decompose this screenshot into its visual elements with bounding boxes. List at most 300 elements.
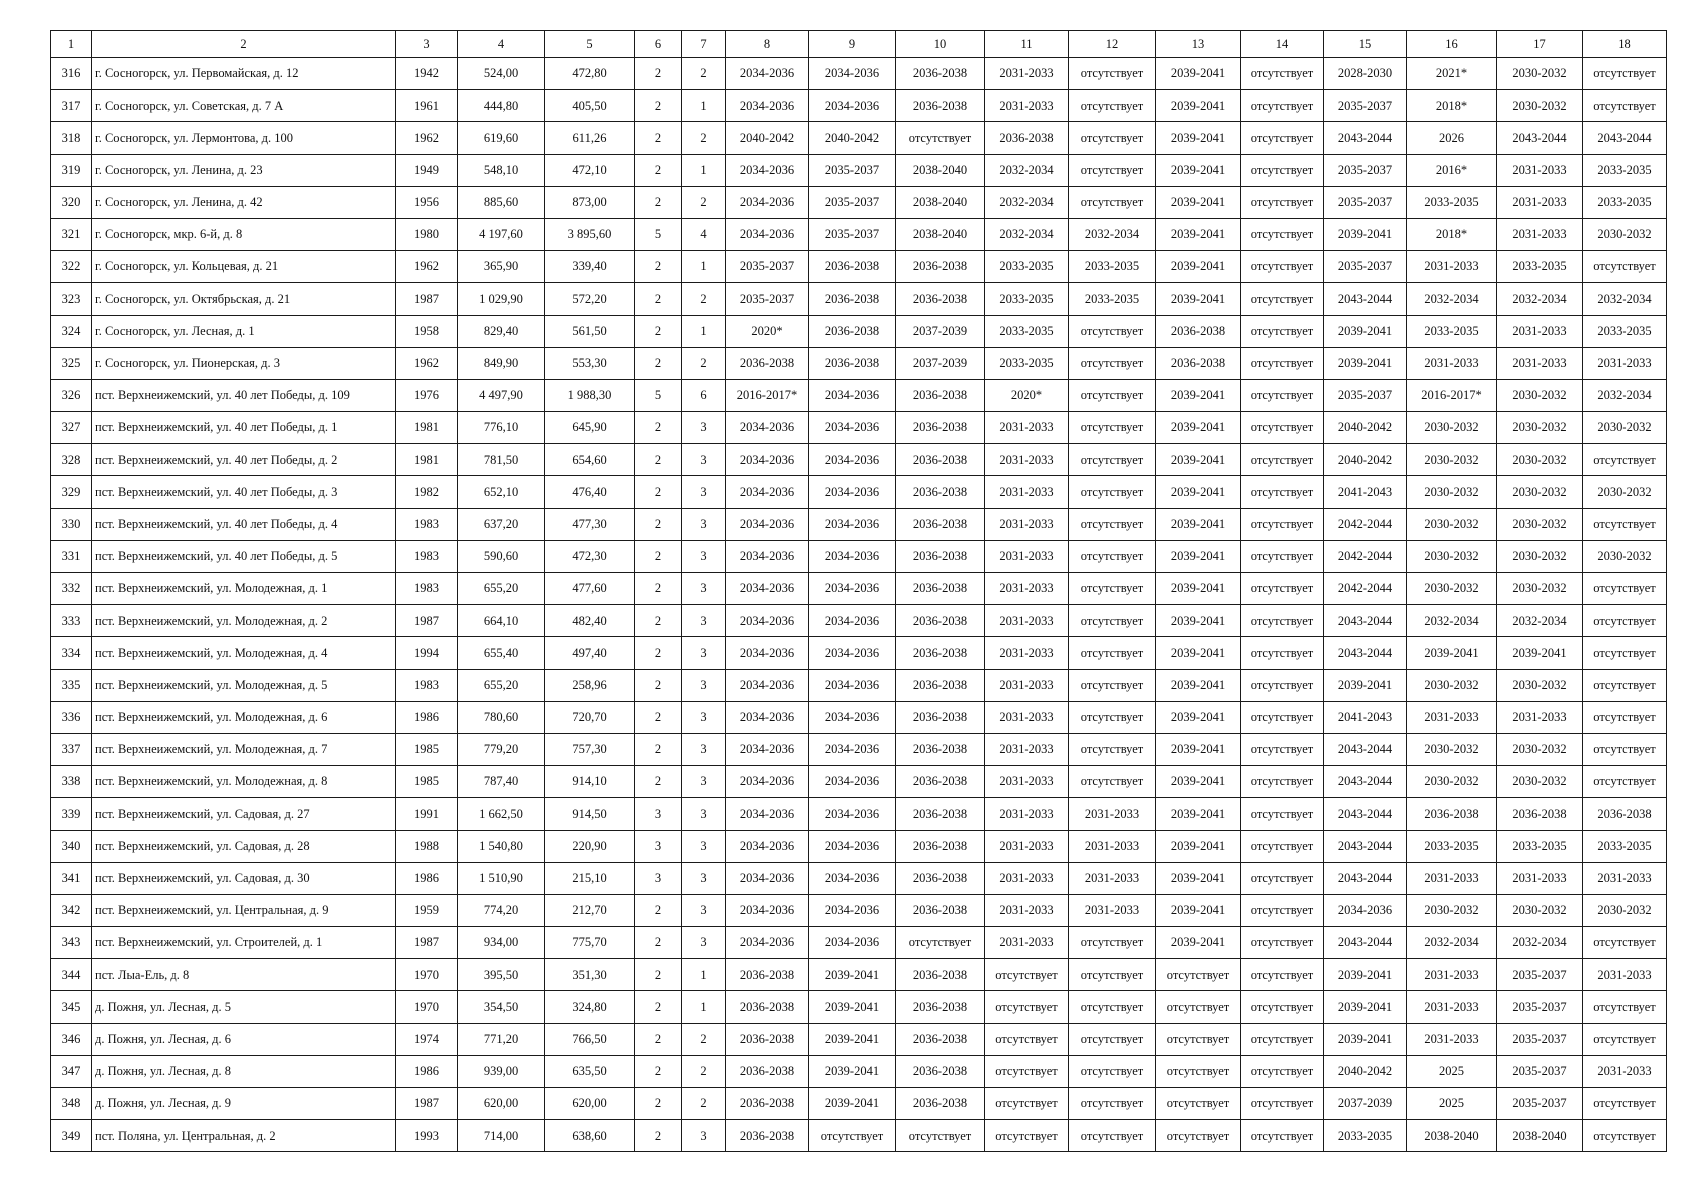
table-cell: 2030-2032 <box>1497 444 1583 476</box>
register-table <box>50 30 1667 1152</box>
table-cell: 2036-2038 <box>896 1055 985 1087</box>
table-cell: 2039-2041 <box>1497 637 1583 669</box>
table-cell: 2032-2034 <box>1407 927 1497 959</box>
table-cell: 1962 <box>396 347 458 379</box>
table-row <box>51 315 1667 347</box>
table-cell: 3 <box>682 862 726 894</box>
table-body <box>51 31 1667 1152</box>
row-number-cell: 325 <box>51 347 92 379</box>
table-cell: отсутствует <box>1241 122 1324 154</box>
table-cell: 3 <box>682 733 726 765</box>
table-cell: 2 <box>635 1055 682 1087</box>
table-cell: 2016-2017* <box>726 379 809 411</box>
table-cell: 2039-2041 <box>1156 540 1241 572</box>
table-cell: 934,00 <box>458 927 545 959</box>
table-cell: 2 <box>635 1120 682 1152</box>
table-cell: отсутствует <box>896 122 985 154</box>
column-number-cell: 9 <box>809 31 896 58</box>
table-cell: отсутствует <box>1241 798 1324 830</box>
table-row <box>51 508 1667 540</box>
table-cell: 2020* <box>985 379 1069 411</box>
table-cell: 2031-2033 <box>985 701 1069 733</box>
row-number-cell: 343 <box>51 927 92 959</box>
table-cell: 620,00 <box>545 1088 635 1120</box>
table-cell: 2031-2033 <box>1407 959 1497 991</box>
table-cell: 638,60 <box>545 1120 635 1152</box>
table-cell: 2 <box>635 122 682 154</box>
table-cell: 2031-2033 <box>985 830 1069 862</box>
table-cell: 2034-2036 <box>726 476 809 508</box>
address-cell: пст. Верхнеижемский, ул. Садовая, д. 28 <box>92 830 396 862</box>
table-cell: 1986 <box>396 862 458 894</box>
table-cell: 2035-2037 <box>809 218 896 250</box>
table-cell: 2036-2038 <box>896 701 985 733</box>
table-cell: 1962 <box>396 251 458 283</box>
table-cell: отсутствует <box>1241 58 1324 90</box>
table-cell: 477,60 <box>545 573 635 605</box>
table-cell: 780,60 <box>458 701 545 733</box>
table-cell: 2034-2036 <box>726 90 809 122</box>
table-cell: 2034-2036 <box>726 444 809 476</box>
table-cell: 2034-2036 <box>726 830 809 862</box>
table-cell: 2016* <box>1407 154 1497 186</box>
table-cell: 1 <box>682 315 726 347</box>
address-cell: г. Сосногорск, ул. Первомайская, д. 12 <box>92 58 396 90</box>
address-cell: пст. Верхнеижемский, ул. Молодежная, д. 8 <box>92 766 396 798</box>
table-cell: 2036-2038 <box>896 766 985 798</box>
address-cell: пст. Верхнеижемский, ул. 40 лет Победы, д. 109 <box>92 379 396 411</box>
table-cell: 2031-2033 <box>1497 154 1583 186</box>
row-number-cell: 347 <box>51 1055 92 1087</box>
table-cell: 2030-2032 <box>1497 58 1583 90</box>
column-number-cell: 5 <box>545 31 635 58</box>
table-cell: отсутствует <box>1583 1023 1667 1055</box>
table-cell: 2039-2041 <box>1324 959 1407 991</box>
table-cell: 2036-2038 <box>896 476 985 508</box>
table-cell: отсутствует <box>985 1055 1069 1087</box>
address-cell: пст. Верхнеижемский, ул. Молодежная, д. 5 <box>92 669 396 701</box>
table-cell: отсутствует <box>1583 58 1667 90</box>
table-cell: 444,80 <box>458 90 545 122</box>
table-cell: 2 <box>682 58 726 90</box>
table-row <box>51 379 1667 411</box>
address-cell: пст. Верхнеижемский, ул. Строителей, д. 1 <box>92 927 396 959</box>
table-cell: 2036-2038 <box>896 862 985 894</box>
table-cell: отсутствует <box>1069 573 1156 605</box>
table-cell: 2030-2032 <box>1407 444 1497 476</box>
table-cell: 2039-2041 <box>809 1055 896 1087</box>
table-row <box>51 154 1667 186</box>
table-cell: 2033-2035 <box>985 251 1069 283</box>
table-cell: отсутствует <box>1069 508 1156 540</box>
table-cell: 2039-2041 <box>1156 733 1241 765</box>
table-cell: отсутствует <box>1069 1120 1156 1152</box>
address-cell: г. Сосногорск, ул. Ленина, д. 42 <box>92 186 396 218</box>
row-number-cell: 316 <box>51 58 92 90</box>
column-number-cell: 8 <box>726 31 809 58</box>
table-cell: 472,10 <box>545 154 635 186</box>
column-number-cell: 11 <box>985 31 1069 58</box>
column-number-cell: 12 <box>1069 31 1156 58</box>
column-number-cell: 7 <box>682 31 726 58</box>
table-cell: 2033-2035 <box>1497 251 1583 283</box>
table-row <box>51 476 1667 508</box>
table-cell: 2034-2036 <box>809 894 896 926</box>
table-cell: 2034-2036 <box>809 508 896 540</box>
table-cell: 2018* <box>1407 218 1497 250</box>
table-cell: 2043-2044 <box>1497 122 1583 154</box>
table-cell: 2036-2038 <box>1407 798 1497 830</box>
table-cell: отсутствует <box>1583 508 1667 540</box>
table-cell: 2 <box>635 476 682 508</box>
table-cell: 2031-2033 <box>1497 186 1583 218</box>
table-cell: 2030-2032 <box>1497 573 1583 605</box>
table-cell: 3 <box>682 798 726 830</box>
table-cell: отсутствует <box>1069 733 1156 765</box>
table-cell: 2031-2033 <box>1497 701 1583 733</box>
row-number-cell: 319 <box>51 154 92 186</box>
row-number-cell: 349 <box>51 1120 92 1152</box>
table-cell: 590,60 <box>458 540 545 572</box>
table-cell: 3 <box>682 637 726 669</box>
row-number-cell: 346 <box>51 1023 92 1055</box>
table-cell: отсутствует <box>1241 1055 1324 1087</box>
address-cell: г. Сосногорск, ул. Кольцевая, д. 21 <box>92 251 396 283</box>
table-cell: 2036-2038 <box>896 830 985 862</box>
address-cell: пст. Верхнеижемский, ул. Молодежная, д. 1 <box>92 573 396 605</box>
table-cell: 2036-2038 <box>896 58 985 90</box>
table-cell: 2034-2036 <box>726 733 809 765</box>
table-cell: 2031-2033 <box>1583 1055 1667 1087</box>
table-cell: 2035-2037 <box>809 154 896 186</box>
table-cell: 351,30 <box>545 959 635 991</box>
table-cell: 885,60 <box>458 186 545 218</box>
table-cell: 2034-2036 <box>809 90 896 122</box>
address-cell: д. Пожня, ул. Лесная, д. 6 <box>92 1023 396 1055</box>
table-cell: отсутствует <box>1069 540 1156 572</box>
table-cell: 2039-2041 <box>1156 894 1241 926</box>
table-cell: 3 <box>682 412 726 444</box>
row-number-cell: 340 <box>51 830 92 862</box>
table-cell: 2040-2042 <box>809 122 896 154</box>
table-cell: отсутствует <box>1241 1023 1324 1055</box>
table-cell: 2036-2038 <box>726 959 809 991</box>
table-cell: 779,20 <box>458 733 545 765</box>
table-cell: 2039-2041 <box>1156 830 1241 862</box>
table-cell: 2031-2033 <box>985 58 1069 90</box>
row-number-cell: 328 <box>51 444 92 476</box>
table-cell: 1 540,80 <box>458 830 545 862</box>
table-cell: 354,50 <box>458 991 545 1023</box>
table-cell: 2035-2037 <box>1497 959 1583 991</box>
table-cell: 2039-2041 <box>1156 122 1241 154</box>
table-cell: 2018* <box>1407 90 1497 122</box>
table-cell: отсутствует <box>1069 669 1156 701</box>
table-cell: 2031-2033 <box>985 508 1069 540</box>
table-cell: 2030-2032 <box>1497 379 1583 411</box>
table-cell: 2035-2037 <box>1497 1023 1583 1055</box>
table-cell: 2033-2035 <box>985 315 1069 347</box>
table-cell: 664,10 <box>458 605 545 637</box>
table-cell: 2039-2041 <box>1156 90 1241 122</box>
table-cell: 2037-2039 <box>896 315 985 347</box>
table-cell: 655,20 <box>458 669 545 701</box>
table-cell: 2036-2038 <box>896 90 985 122</box>
table-cell: отсутствует <box>1156 959 1241 991</box>
table-cell: 4 <box>682 218 726 250</box>
table-cell: 2034-2036 <box>726 766 809 798</box>
table-cell: 2035-2037 <box>726 251 809 283</box>
table-row <box>51 444 1667 476</box>
table-cell: отсутствует <box>1583 637 1667 669</box>
table-cell: 3 <box>682 766 726 798</box>
table-row <box>51 637 1667 669</box>
table-cell: 2039-2041 <box>1156 766 1241 798</box>
row-number-cell: 318 <box>51 122 92 154</box>
table-cell: 1986 <box>396 701 458 733</box>
table-cell: 2030-2032 <box>1583 412 1667 444</box>
table-cell: отсутствует <box>1069 959 1156 991</box>
table-cell: 1 <box>682 251 726 283</box>
table-cell: 2036-2038 <box>726 347 809 379</box>
table-cell: отсутствует <box>1241 766 1324 798</box>
table-cell: 2036-2038 <box>896 733 985 765</box>
table-cell: 2035-2037 <box>1324 90 1407 122</box>
row-number-cell: 330 <box>51 508 92 540</box>
table-cell: 714,00 <box>458 1120 545 1152</box>
table-cell: 2036-2038 <box>896 669 985 701</box>
table-cell: 212,70 <box>545 894 635 926</box>
table-cell: 2034-2036 <box>726 218 809 250</box>
table-cell: 2031-2033 <box>1407 701 1497 733</box>
table-cell: 2036-2038 <box>896 283 985 315</box>
table-cell: 2016-2017* <box>1407 379 1497 411</box>
table-cell: 2036-2038 <box>896 959 985 991</box>
table-cell: 787,40 <box>458 766 545 798</box>
table-row <box>51 1088 1667 1120</box>
table-cell: 2036-2038 <box>896 637 985 669</box>
table-cell: 2039-2041 <box>809 959 896 991</box>
table-cell: 3 <box>682 894 726 926</box>
table-cell: 395,50 <box>458 959 545 991</box>
table-cell: отсутствует <box>1241 1120 1324 1152</box>
table-cell: 365,90 <box>458 251 545 283</box>
column-number-cell: 2 <box>92 31 396 58</box>
table-cell: 2036-2038 <box>896 894 985 926</box>
table-cell: отсутствует <box>1241 701 1324 733</box>
table-cell: 2039-2041 <box>1156 283 1241 315</box>
table-cell: 771,20 <box>458 1023 545 1055</box>
table-cell: 1987 <box>396 927 458 959</box>
table-cell: 645,90 <box>545 412 635 444</box>
table-cell: 2039-2041 <box>1407 637 1497 669</box>
table-cell: 2031-2033 <box>1497 862 1583 894</box>
table-cell: 2033-2035 <box>985 283 1069 315</box>
table-cell: 2039-2041 <box>1156 476 1241 508</box>
table-cell: 2 <box>635 573 682 605</box>
table-cell: 2034-2036 <box>726 154 809 186</box>
table-cell: отсутствует <box>1069 637 1156 669</box>
table-row <box>51 959 1667 991</box>
table-cell: 2034-2036 <box>809 830 896 862</box>
table-cell: 2028-2030 <box>1324 58 1407 90</box>
table-cell: 2031-2033 <box>1583 862 1667 894</box>
table-cell: 2030-2032 <box>1407 669 1497 701</box>
table-cell: отсутствует <box>1241 90 1324 122</box>
table-cell: 611,26 <box>545 122 635 154</box>
table-cell: 2031-2033 <box>1407 862 1497 894</box>
table-cell: 2039-2041 <box>1156 927 1241 959</box>
table-cell: 2 <box>635 766 682 798</box>
table-cell: 2032-2034 <box>985 186 1069 218</box>
table-cell: 472,80 <box>545 58 635 90</box>
table-cell: 2033-2035 <box>1407 830 1497 862</box>
table-cell: 2031-2033 <box>985 637 1069 669</box>
table-cell: 2032-2034 <box>1497 927 1583 959</box>
table-cell: 2033-2035 <box>1324 1120 1407 1152</box>
table-cell: 2033-2035 <box>985 347 1069 379</box>
table-cell: 2033-2035 <box>1497 830 1583 862</box>
table-cell: отсутствует <box>1156 1055 1241 1087</box>
table-cell: 220,90 <box>545 830 635 862</box>
table-cell: 2 <box>682 1088 726 1120</box>
table-cell: 2030-2032 <box>1407 476 1497 508</box>
table-cell: отсутствует <box>1069 444 1156 476</box>
table-row <box>51 186 1667 218</box>
table-cell: 2033-2035 <box>1407 315 1497 347</box>
table-cell: 3 <box>682 669 726 701</box>
table-cell: 3 <box>635 830 682 862</box>
address-cell: г. Сосногорск, ул. Лермонтова, д. 100 <box>92 122 396 154</box>
address-cell: г. Сосногорск, ул. Лесная, д. 1 <box>92 315 396 347</box>
row-number-cell: 320 <box>51 186 92 218</box>
address-cell: г. Сосногорск, ул. Октябрьская, д. 21 <box>92 283 396 315</box>
table-cell: 2032-2034 <box>985 154 1069 186</box>
table-cell: 2025 <box>1407 1088 1497 1120</box>
column-number-cell: 10 <box>896 31 985 58</box>
table-cell: 2043-2044 <box>1324 122 1407 154</box>
row-number-cell: 324 <box>51 315 92 347</box>
row-number-cell: 342 <box>51 894 92 926</box>
table-cell: отсутствует <box>1241 186 1324 218</box>
table-cell: 2030-2032 <box>1407 894 1497 926</box>
table-cell: 2035-2037 <box>1324 251 1407 283</box>
table-cell: 619,60 <box>458 122 545 154</box>
table-cell: 829,40 <box>458 315 545 347</box>
table-cell: 1991 <box>396 798 458 830</box>
table-cell: 2036-2038 <box>896 573 985 605</box>
table-cell: 1959 <box>396 894 458 926</box>
table-cell: 3 <box>682 701 726 733</box>
table-cell: 2031-2033 <box>985 605 1069 637</box>
table-cell: 2040-2042 <box>1324 412 1407 444</box>
table-cell: 476,40 <box>545 476 635 508</box>
table-cell: 1 510,90 <box>458 862 545 894</box>
table-cell: 2039-2041 <box>1156 251 1241 283</box>
table-cell: 2031-2033 <box>1497 347 1583 379</box>
table-cell: 1974 <box>396 1023 458 1055</box>
table-cell: отсутствует <box>1069 701 1156 733</box>
table-row <box>51 283 1667 315</box>
table-cell: 2034-2036 <box>726 573 809 605</box>
table-cell: 2031-2033 <box>985 766 1069 798</box>
table-cell: 3 895,60 <box>545 218 635 250</box>
address-cell: д. Пожня, ул. Лесная, д. 9 <box>92 1088 396 1120</box>
table-cell: отсутствует <box>1241 218 1324 250</box>
table-row <box>51 122 1667 154</box>
table-cell: 2030-2032 <box>1583 218 1667 250</box>
table-cell: 2031-2033 <box>985 412 1069 444</box>
row-number-cell: 337 <box>51 733 92 765</box>
table-row <box>51 991 1667 1023</box>
table-cell: отсутствует <box>1583 1120 1667 1152</box>
table-cell: 2042-2044 <box>1324 508 1407 540</box>
table-cell: 553,30 <box>545 347 635 379</box>
table-cell: отсутствует <box>1241 379 1324 411</box>
table-cell: 561,50 <box>545 315 635 347</box>
table-cell: 2039-2041 <box>1156 218 1241 250</box>
table-cell: 2 <box>635 444 682 476</box>
table-cell: 2034-2036 <box>726 669 809 701</box>
address-cell: пст. Верхнеижемский, ул. 40 лет Победы, д. 4 <box>92 508 396 540</box>
table-cell: 2026 <box>1407 122 1497 154</box>
table-cell: 2034-2036 <box>809 379 896 411</box>
table-cell: 2039-2041 <box>1156 154 1241 186</box>
table-cell: 3 <box>682 508 726 540</box>
table-cell: 720,70 <box>545 701 635 733</box>
table-cell: отсутствует <box>1069 90 1156 122</box>
table-cell: 1 <box>682 90 726 122</box>
table-cell: 1961 <box>396 90 458 122</box>
table-cell: 2031-2033 <box>985 798 1069 830</box>
table-row <box>51 733 1667 765</box>
table-cell: 2034-2036 <box>726 862 809 894</box>
table-cell: 2 <box>682 347 726 379</box>
table-cell: отсутствует <box>1583 991 1667 1023</box>
table-cell: 2036-2038 <box>896 1023 985 1055</box>
table-cell: 2039-2041 <box>1156 186 1241 218</box>
table-cell: 1987 <box>396 605 458 637</box>
table-cell: 472,30 <box>545 540 635 572</box>
table-cell: 2031-2033 <box>1407 1023 1497 1055</box>
table-cell: 2042-2044 <box>1324 573 1407 605</box>
table-cell: 2 <box>635 540 682 572</box>
table-cell: 548,10 <box>458 154 545 186</box>
table-cell: отсутствует <box>1583 669 1667 701</box>
address-cell: пст. Верхнеижемский, ул. Молодежная, д. 6 <box>92 701 396 733</box>
table-row <box>51 251 1667 283</box>
table-cell: 2030-2032 <box>1407 733 1497 765</box>
table-cell: 2043-2044 <box>1324 283 1407 315</box>
table-cell: 2034-2036 <box>809 733 896 765</box>
table-cell: 2033-2035 <box>1407 186 1497 218</box>
table-cell: 1 <box>682 991 726 1023</box>
table-cell: 655,40 <box>458 637 545 669</box>
table-cell: отсутствует <box>1583 927 1667 959</box>
table-cell: 2038-2040 <box>1407 1120 1497 1152</box>
table-cell: отсутствует <box>1069 927 1156 959</box>
table-cell: 914,10 <box>545 766 635 798</box>
column-number-cell: 4 <box>458 31 545 58</box>
table-cell: 2039-2041 <box>1156 605 1241 637</box>
table-cell: 2033-2035 <box>1069 283 1156 315</box>
table-cell: отсутствует <box>1583 766 1667 798</box>
table-cell: отсутствует <box>1583 1088 1667 1120</box>
table-cell: 1983 <box>396 573 458 605</box>
table-cell: отсутствует <box>1069 154 1156 186</box>
table-cell: 482,40 <box>545 605 635 637</box>
table-cell: 2020* <box>726 315 809 347</box>
